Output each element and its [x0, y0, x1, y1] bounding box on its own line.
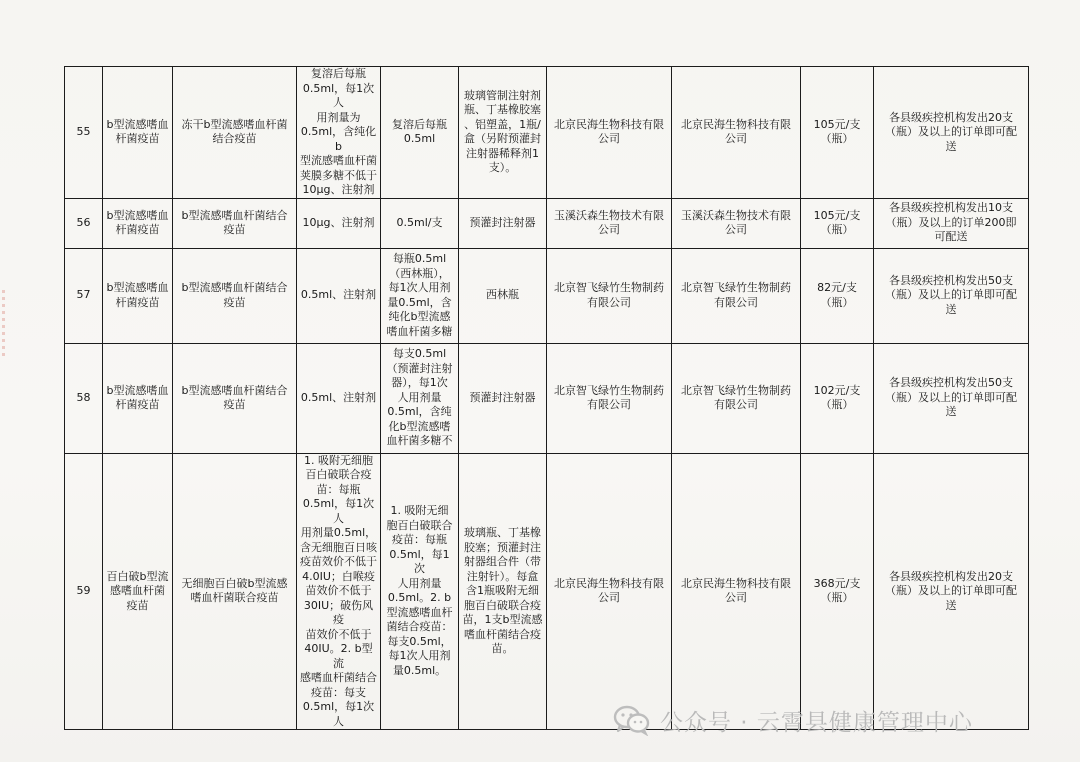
cell-manufacturer: 北京民海生物科技有限 公司 [672, 67, 801, 199]
cell-product-name: 无细胞百白破b型流感 嗜血杆菌联合疫苗 [173, 453, 297, 730]
table-row [65, 198, 1029, 248]
cell-price: 102元/支 （瓶） [801, 343, 874, 453]
table-row [65, 248, 1029, 343]
table-row [65, 343, 1029, 453]
cell-applicant: 北京智飞绿竹生物制药 有限公司 [547, 343, 672, 453]
cell-applicant: 玉溪沃森生物技术有限 公司 [547, 198, 672, 248]
watermark-text: 公众号 · 云霄县健康管理中心 [660, 709, 973, 736]
cell-delivery-note: 各县级疾控机构发出10支 （瓶）及以上的订单200即 可配送 [874, 198, 1029, 248]
table-row [65, 453, 1029, 730]
cell-price: 105元/支 （瓶） [801, 67, 874, 199]
cell-product-name: b型流感嗜血杆菌结合 疫苗 [173, 198, 297, 248]
cell-specification: 0.5ml、注射剂 [297, 343, 381, 453]
cell-delivery-note: 各县级疾控机构发出20支 （瓶）及以上的订单即可配 送 [874, 67, 1029, 199]
cell-packaging: 玻璃管制注射剂 瓶、丁基橡胶塞 、铝塑盖，1瓶/ 盒（另附预灌封 注射器稀释剂1 支）。 [459, 67, 547, 199]
cell-no: 57 [65, 248, 103, 343]
table-row [65, 67, 1029, 199]
cell-no: 56 [65, 198, 103, 248]
cell-product-name: b型流感嗜血杆菌结合 疫苗 [173, 343, 297, 453]
cell-packaging: 西林瓶 [459, 248, 547, 343]
cell-specification: 1. 吸附无细胞 百白破联合疫 苗：每瓶 0.5ml，每1次人 用剂量0.5ml， 含无细胞百日咳 疫苗效价不低于 4.0IU；白喉疫 苗效价不低于 30IU；破伤风疫 苗效价不低于 40IU。2. b型流 感嗜血杆菌结合 疫苗：每支 0.5ml，每1次人 [297, 453, 381, 730]
cell-delivery-note: 各县级疾控机构发出50支 （瓶）及以上的订单即可配 送 [874, 248, 1029, 343]
cell-applicant: 北京民海生物科技有限 公司 [547, 453, 672, 730]
cell-no: 59 [65, 453, 103, 730]
cell-vaccine-name: b型流感嗜血 杆菌疫苗 [103, 198, 173, 248]
cell-packaging: 玻璃瓶、丁基橡 胶塞；预灌封注 射器组合件（带 注射针）。每盒 含1瓶吸附无细 胞百白破联合疫 苗，1支b型流感 嗜血杆菌结合疫 苗。 [459, 453, 547, 730]
cell-dosage: 每支0.5ml （预灌封注射 器），每1次 人用剂量 0.5ml，含纯 化b型流感嗜 血杆菌多糖不 [381, 343, 459, 453]
cell-manufacturer: 玉溪沃森生物技术有限 公司 [672, 198, 801, 248]
cell-dosage: 复溶后每瓶 0.5ml [381, 67, 459, 199]
cell-dosage: 1. 吸附无细 胞百白破联合 疫苗：每瓶 0.5ml，每1次 人用剂量 0.5ml。2. b 型流感嗜血杆 菌结合疫苗： 每支0.5ml， 每1次人用剂 量0.5ml。 [381, 453, 459, 730]
cell-specification: 0.5ml、注射剂 [297, 248, 381, 343]
cell-vaccine-name: b型流感嗜血 杆菌疫苗 [103, 248, 173, 343]
cell-vaccine-name: b型流感嗜血 杆菌疫苗 [103, 67, 173, 199]
wechat-watermark [612, 700, 973, 740]
cell-vaccine-name: b型流感嗜血 杆菌疫苗 [103, 343, 173, 453]
cell-delivery-note: 各县级疾控机构发出20支 （瓶）及以上的订单即可配 送 [874, 453, 1029, 730]
page-edge-mark [2, 290, 5, 360]
vaccine-table [64, 66, 1029, 730]
cell-manufacturer: 北京民海生物科技有限 公司 [672, 453, 801, 730]
cell-packaging: 预灌封注射器 [459, 343, 547, 453]
cell-product-name: b型流感嗜血杆菌结合 疫苗 [173, 248, 297, 343]
cell-price: 82元/支 （瓶） [801, 248, 874, 343]
cell-manufacturer: 北京智飞绿竹生物制药 有限公司 [672, 343, 801, 453]
cell-specification: 10μg、注射剂 [297, 198, 381, 248]
cell-delivery-note: 各县级疾控机构发出50支 （瓶）及以上的订单即可配 送 [874, 343, 1029, 453]
cell-specification: 复溶后每瓶 0.5ml，每1次人 用剂量为 0.5ml，含纯化b 型流感嗜血杆菌 荚膜多糖不低于 10μg、注射剂 [297, 67, 381, 199]
cell-vaccine-name: 百白破b型流 感嗜血杆菌 疫苗 [103, 453, 173, 730]
cell-manufacturer: 北京智飞绿竹生物制药 有限公司 [672, 248, 801, 343]
cell-no: 55 [65, 67, 103, 199]
cell-price: 368元/支 （瓶） [801, 453, 874, 730]
wechat-icon [612, 704, 652, 736]
cell-packaging: 预灌封注射器 [459, 198, 547, 248]
cell-applicant: 北京智飞绿竹生物制药 有限公司 [547, 248, 672, 343]
cell-dosage: 0.5ml/支 [381, 198, 459, 248]
cell-dosage: 每瓶0.5ml （西林瓶）， 每1次人用剂 量0.5ml，含 纯化b型流感 嗜血杆菌多糖 [381, 248, 459, 343]
cell-applicant: 北京民海生物科技有限 公司 [547, 67, 672, 199]
cell-no: 58 [65, 343, 103, 453]
cell-product-name: 冻干b型流感嗜血杆菌 结合疫苗 [173, 67, 297, 199]
cell-price: 105元/支 （瓶） [801, 198, 874, 248]
